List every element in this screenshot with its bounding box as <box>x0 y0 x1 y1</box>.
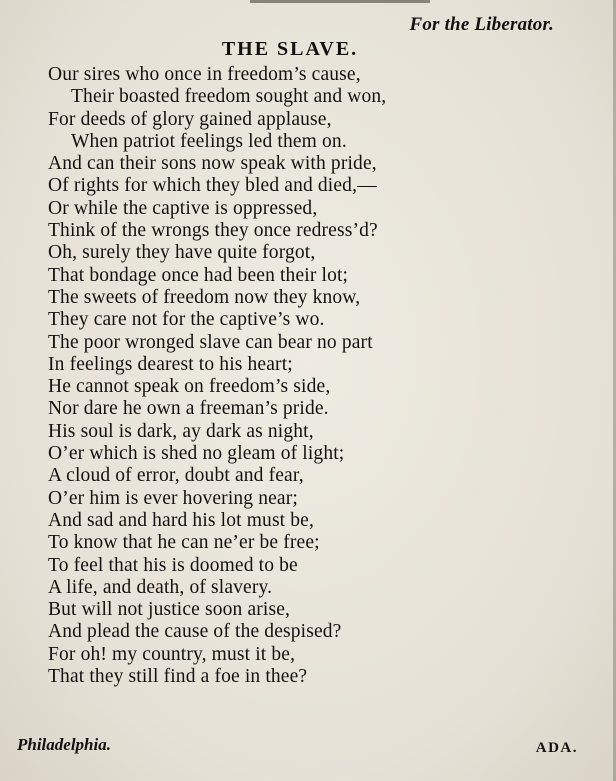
place-signature: Philadelphia. <box>17 735 111 754</box>
poem-line: He cannot speak on freedom’s side, <box>48 376 331 398</box>
poem-body <box>48 64 568 688</box>
poem-line: O’er him is ever hovering near; <box>48 487 298 509</box>
poem-line: The poor wronged slave can bear no part <box>48 331 373 353</box>
poem-line: Of rights for which they bled and died,— <box>48 175 377 197</box>
poem-line: His soul is dark, ay dark as night, <box>48 420 314 442</box>
poem-line: For oh! my country, must it be, <box>48 643 296 665</box>
poem-line: To feel that his is doomed to be <box>48 554 298 576</box>
poem-line: That they still find a foe in thee? <box>48 666 308 688</box>
poem-title: THE SLAVE. <box>221 38 359 60</box>
poem-line: Nor dare he own a freeman’s pride. <box>48 398 329 420</box>
poem-line: And sad and hard his lot must be, <box>48 509 315 531</box>
poem-line: When patriot feelings led them on. <box>71 130 347 152</box>
poem-line: Our sires who once in freedom’s cause, <box>48 64 361 85</box>
top-rule-divider <box>250 0 430 3</box>
dateline: For the Liberator. <box>409 14 554 35</box>
poem-line: And can their sons now speak with pride, <box>48 153 377 175</box>
poem-line: O’er which is shed no gleam of light; <box>48 443 345 465</box>
poem-line: But will not justice soon arise, <box>48 599 291 621</box>
poem-line: A cloud of error, doubt and fear, <box>48 465 304 487</box>
poem-line: They care not for the captive’s wo. <box>48 309 325 331</box>
poem-line: Or while the captive is oppressed, <box>48 197 318 219</box>
poem-line: That bondage once had been their lot; <box>48 264 349 286</box>
poem-line: To know that he can ne’er be free; <box>48 532 320 554</box>
poem-line: A life, and death, of slavery. <box>48 576 273 598</box>
poem-line: The sweets of freedom now they know, <box>48 286 361 308</box>
poem-line: Think of the wrongs they once redress’d? <box>48 220 378 242</box>
author-signature: ADA. <box>535 740 578 756</box>
poem-line: In feelings dearest to his heart; <box>48 353 293 375</box>
poem-line: Oh, surely they have quite forgot, <box>48 242 316 264</box>
poem-line: Their boasted freedom sought and won, <box>71 86 387 108</box>
poem-line: For deeds of glory gained applause, <box>48 108 332 130</box>
poem-line: And plead the cause of the despised? <box>48 621 342 643</box>
